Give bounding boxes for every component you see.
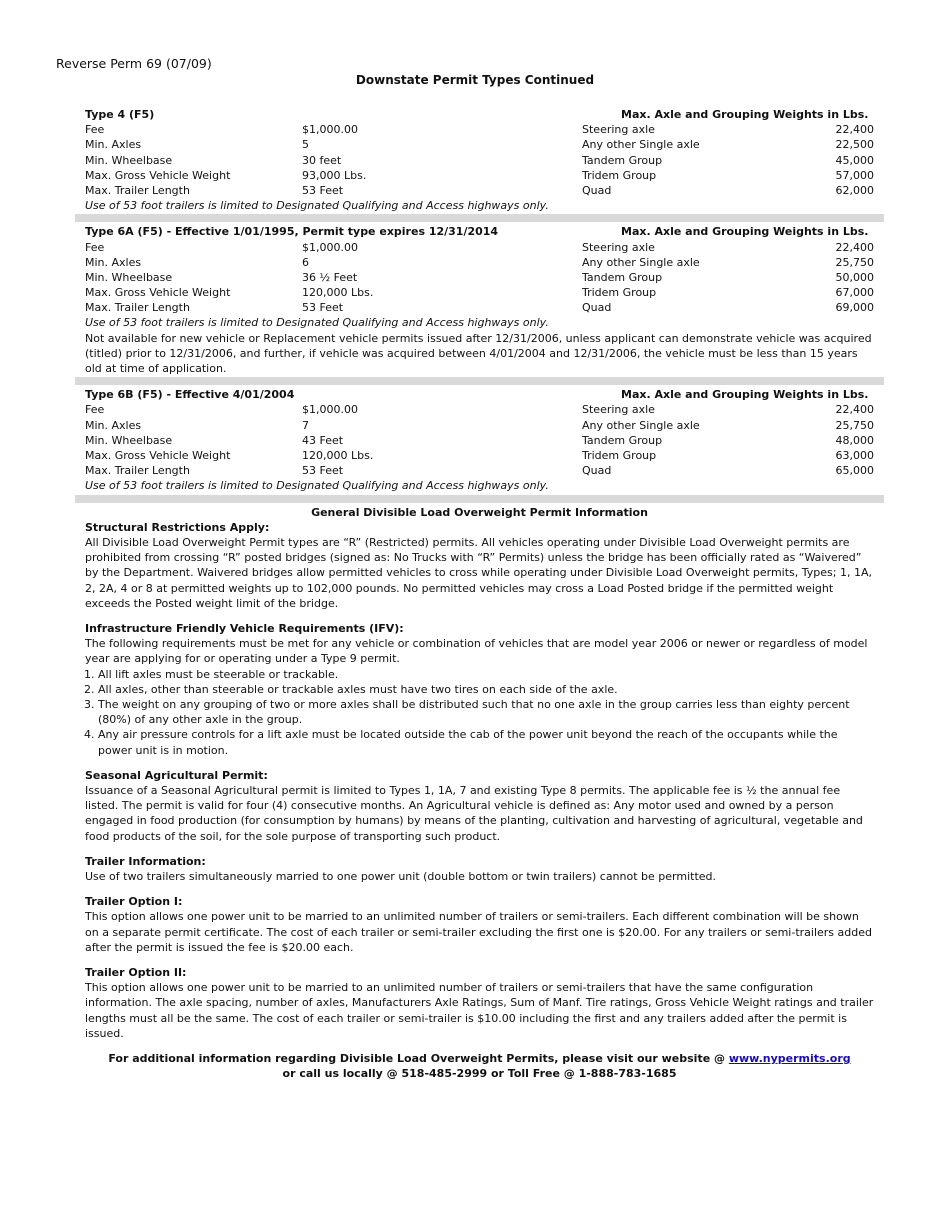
- permit-note: Use of 53 foot trailers is limited to Designated Qualifying and Access highways only.: [85, 316, 549, 330]
- permit-row: [85, 448, 874, 463]
- axle-label: Tandem Group: [582, 270, 663, 284]
- row-label: Min. Wheelbase: [85, 153, 173, 167]
- axle-label: Any other Single axle: [582, 418, 700, 432]
- permit-title: Type 4 (F5): [85, 108, 155, 121]
- axle-weight: 69,000: [835, 301, 874, 315]
- section-divider: [75, 377, 884, 385]
- row-value: $1,000.00: [302, 403, 358, 417]
- form-id: Reverse Perm 69 (07/09): [56, 56, 212, 71]
- axle-weight: 25,750: [835, 418, 874, 432]
- axle-label: Tridem Group: [582, 449, 657, 463]
- axle-weight: 57,000: [835, 168, 874, 182]
- permit-type-4: [85, 107, 874, 213]
- row-value: 7: [302, 418, 309, 432]
- row-label: Max. Gross Vehicle Weight: [85, 286, 231, 300]
- trailer-option1-text: This option allows one power unit to be married to an unlimited number of trailers or semi-trailers. Each different combination will be shown on a separate permit certificate. The cost of each trailer or semi-trailer excluding the first one is $20.00. For any trailers or semi-trailers added after the permit is issued the fee is $20.00 each.: [85, 910, 872, 954]
- row-value: 120,000 Lbs.: [302, 449, 374, 463]
- row-label: Max. Trailer Length: [85, 464, 190, 478]
- row-value: 5: [302, 138, 309, 152]
- axle-weight: 67,000: [835, 286, 874, 300]
- general-info-title: General Divisible Load Overweight Permit Information: [311, 505, 648, 519]
- permit-row: [85, 285, 874, 300]
- row-value: 6: [302, 255, 309, 269]
- footer-text: For additional information regarding Divisible Load Overweight Permits, please visit our website @: [108, 1052, 729, 1066]
- axle-label: Quad: [582, 301, 612, 315]
- axle-label: Steering axle: [582, 403, 655, 417]
- permit-row: [85, 433, 874, 448]
- trailer-info-title: Trailer Information:: [85, 854, 206, 868]
- row-value: 120,000 Lbs.: [302, 286, 374, 300]
- permit-row: [85, 255, 874, 270]
- axle-weight: 62,000: [835, 183, 874, 197]
- axle-weight: 22,500: [835, 138, 874, 152]
- row-value: 53 Feet: [302, 301, 344, 315]
- seasonal-text: Issuance of a Seasonal Agricultural permit is limited to Types 1, 1A, 7 and existing Type 8 permits. The applicable fee is ½ the annual fee listed. The permit is valid for four (4) consecutive months. An Agricultural vehicle is defined as: Any motor used and owned by a person engaged in food production (for consumption by humans) by means of the planting, cultivation and harvesting of agricultural, vegetable and food products of the soil, for the sole purpose of transporting such product.: [85, 784, 863, 843]
- axle-label: Tridem Group: [582, 168, 657, 182]
- row-value: 53 Feet: [302, 183, 344, 197]
- permit-row: [85, 240, 874, 255]
- permit-header: [85, 107, 874, 122]
- ifv-text: The following requirements must be met for any vehicle or combination of vehicles that are model year 2006 or newer or regardless of model year are applying for or operating under a Type 9 permit.: [85, 637, 868, 666]
- structural-title: Structural Restrictions Apply:: [85, 520, 270, 534]
- row-value: 53 Feet: [302, 464, 344, 478]
- axle-label: Quad: [582, 183, 612, 197]
- permit-note: Use of 53 foot trailers is limited to Designated Qualifying and Access highways only.: [85, 479, 549, 493]
- max-weights-header: Max. Axle and Grouping Weights in Lbs.: [621, 108, 869, 121]
- trailer-option2-title: Trailer Option II:: [85, 966, 187, 980]
- max-weights-header: Max. Axle and Grouping Weights in Lbs.: [621, 388, 869, 402]
- website-link[interactable]: www.nypermits.org: [728, 1052, 851, 1066]
- document-body: [85, 107, 874, 1082]
- list-item: 4. Any air pressure controls for a lift axle must be located outside the cab of the power unit beyond the reach of the occupants while the power unit is in motion.: [98, 727, 874, 757]
- axle-weight: 22,400: [835, 240, 874, 254]
- permit-row: [85, 270, 874, 285]
- list-item: 2. All axles, other than steerable or trackable axles must have two tires on each side of the axle.: [98, 682, 874, 697]
- row-value: 93,000 Lbs.: [302, 168, 367, 182]
- axle-weight: 63,000: [835, 449, 874, 463]
- row-value: 36 ½ Feet: [302, 270, 358, 284]
- list-item: 1. All lift axles must be steerable or trackable.: [98, 667, 874, 682]
- axle-weight: 48,000: [835, 433, 874, 447]
- row-value: $1,000.00: [302, 123, 358, 137]
- axle-weight: 22,400: [835, 123, 874, 137]
- axle-label: Tandem Group: [582, 433, 663, 447]
- footer-line1: [85, 1051, 874, 1066]
- row-label: Max. Gross Vehicle Weight: [85, 168, 231, 182]
- row-label: Min. Wheelbase: [85, 270, 173, 284]
- trailer-option1-title: Trailer Option I:: [85, 895, 183, 909]
- axle-weight: 50,000: [835, 270, 874, 284]
- permit-row: [85, 168, 874, 183]
- section-divider: [75, 495, 884, 503]
- footer-line2: or call us locally @ 518-485-2999 or Toll Free @ 1-888-783-1685: [282, 1067, 677, 1081]
- permit-row: [85, 418, 874, 433]
- max-weights-header: Max. Axle and Grouping Weights in Lbs.: [621, 225, 869, 239]
- permit-row: [85, 137, 874, 152]
- structural-text: All Divisible Load Overweight Permit types are “R” (Restricted) permits. All vehicles operating under Divisible Load Overweight permits are prohibited from crossing “R” posted bridges (signed as: No Trucks with “R” Permits) unless the bridge has been officially rated as “Waivered” by the Department. Waivered bridges allow permitted vehicles to cross while operating under Divisible Load Overweight permits, Types; 1, 1A, 2, 2A, 4 or 8 at permitted weights up to 102,000 pounds. No permitted vehicles may cross a Load Posted bridge if the permitted weight exceeds the Posted weight limit of the bridge.: [85, 536, 872, 610]
- row-label: Min. Axles: [85, 138, 142, 152]
- row-label: Min. Axles: [85, 255, 142, 269]
- row-value: 30 feet: [302, 153, 342, 167]
- permit-title: Type 6B (F5) - Effective 4/01/2004: [85, 388, 295, 402]
- list-item: 3. The weight on any grouping of two or more axles shall be distributed such that no one axle in the group carries less than eighty percent (80%) of any other axle in the group.: [98, 697, 874, 727]
- trailer-option2-text: This option allows one power unit to be married to an unlimited number of trailers or semi-trailers that have the same configuration information. The axle spacing, number of axles, Manufacturers Axle Ratings, Sum of Manf. Tire ratings, Gross Vehicle Weight ratings and trailer lengths must all be the same. The cost of each trailer or semi-trailer is $10.00 including the first and any trailers added after the permit is issued.: [85, 981, 874, 1040]
- permit-title: Type 6A (F5) - Effective 1/01/1995, Permit type expires 12/31/2014: [85, 225, 499, 239]
- row-label: Min. Wheelbase: [85, 433, 173, 447]
- permit-note: Use of 53 foot trailers is limited to Designated Qualifying and Access highways only.: [85, 199, 549, 213]
- axle-label: Steering axle: [582, 123, 655, 137]
- row-value: 43 Feet: [302, 433, 344, 447]
- permit-extra-note: Not available for new vehicle or Replacement vehicle permits issued after 12/31/2006, unless applicant can demonstrate vehicle was acquired (titled) prior to 12/31/2006, and further, if vehicle was acquired between 4/01/2004 and 12/31/2006, the vehicle must be less than 15 years old at time of application.: [85, 331, 872, 376]
- axle-label: Any other Single axle: [582, 138, 700, 152]
- axle-label: Tandem Group: [582, 153, 663, 167]
- axle-label: Any other Single axle: [582, 255, 700, 269]
- row-label: Max. Gross Vehicle Weight: [85, 449, 231, 463]
- row-label: Max. Trailer Length: [85, 183, 190, 197]
- axle-weight: 25,750: [835, 255, 874, 269]
- permit-type-6b: [85, 387, 874, 493]
- trailer-info-text: Use of two trailers simultaneously married to one power unit (double bottom or twin trailers) cannot be permitted.: [85, 870, 717, 884]
- row-label: Fee: [85, 123, 105, 137]
- axle-weight: 22,400: [835, 403, 874, 417]
- ifv-title: Infrastructure Friendly Vehicle Requirements (IFV):: [85, 622, 404, 636]
- permit-row: [85, 402, 874, 417]
- row-label: Fee: [85, 403, 105, 417]
- permit-header: [85, 224, 874, 239]
- axle-weight: 65,000: [835, 464, 874, 478]
- row-value: $1,000.00: [302, 240, 358, 254]
- ifv-list: [85, 667, 874, 758]
- permit-row: [85, 463, 874, 478]
- footer: [85, 1051, 874, 1081]
- axle-label: Quad: [582, 464, 612, 478]
- permit-row: [85, 300, 874, 315]
- row-label: Min. Axles: [85, 418, 142, 432]
- row-label: Max. Trailer Length: [85, 301, 190, 315]
- permit-type-6a: [85, 224, 874, 376]
- seasonal-title: Seasonal Agricultural Permit:: [85, 768, 268, 782]
- page-title: Downstate Permit Types Continued: [355, 73, 595, 87]
- permit-header: [85, 387, 874, 402]
- axle-weight: 45,000: [835, 153, 874, 167]
- section-divider: [75, 214, 884, 222]
- permit-row: [85, 122, 874, 137]
- row-label: Fee: [85, 240, 105, 254]
- permit-row: [85, 153, 874, 168]
- axle-label: Tridem Group: [582, 286, 657, 300]
- axle-label: Steering axle: [582, 240, 655, 254]
- permit-row: [85, 183, 874, 198]
